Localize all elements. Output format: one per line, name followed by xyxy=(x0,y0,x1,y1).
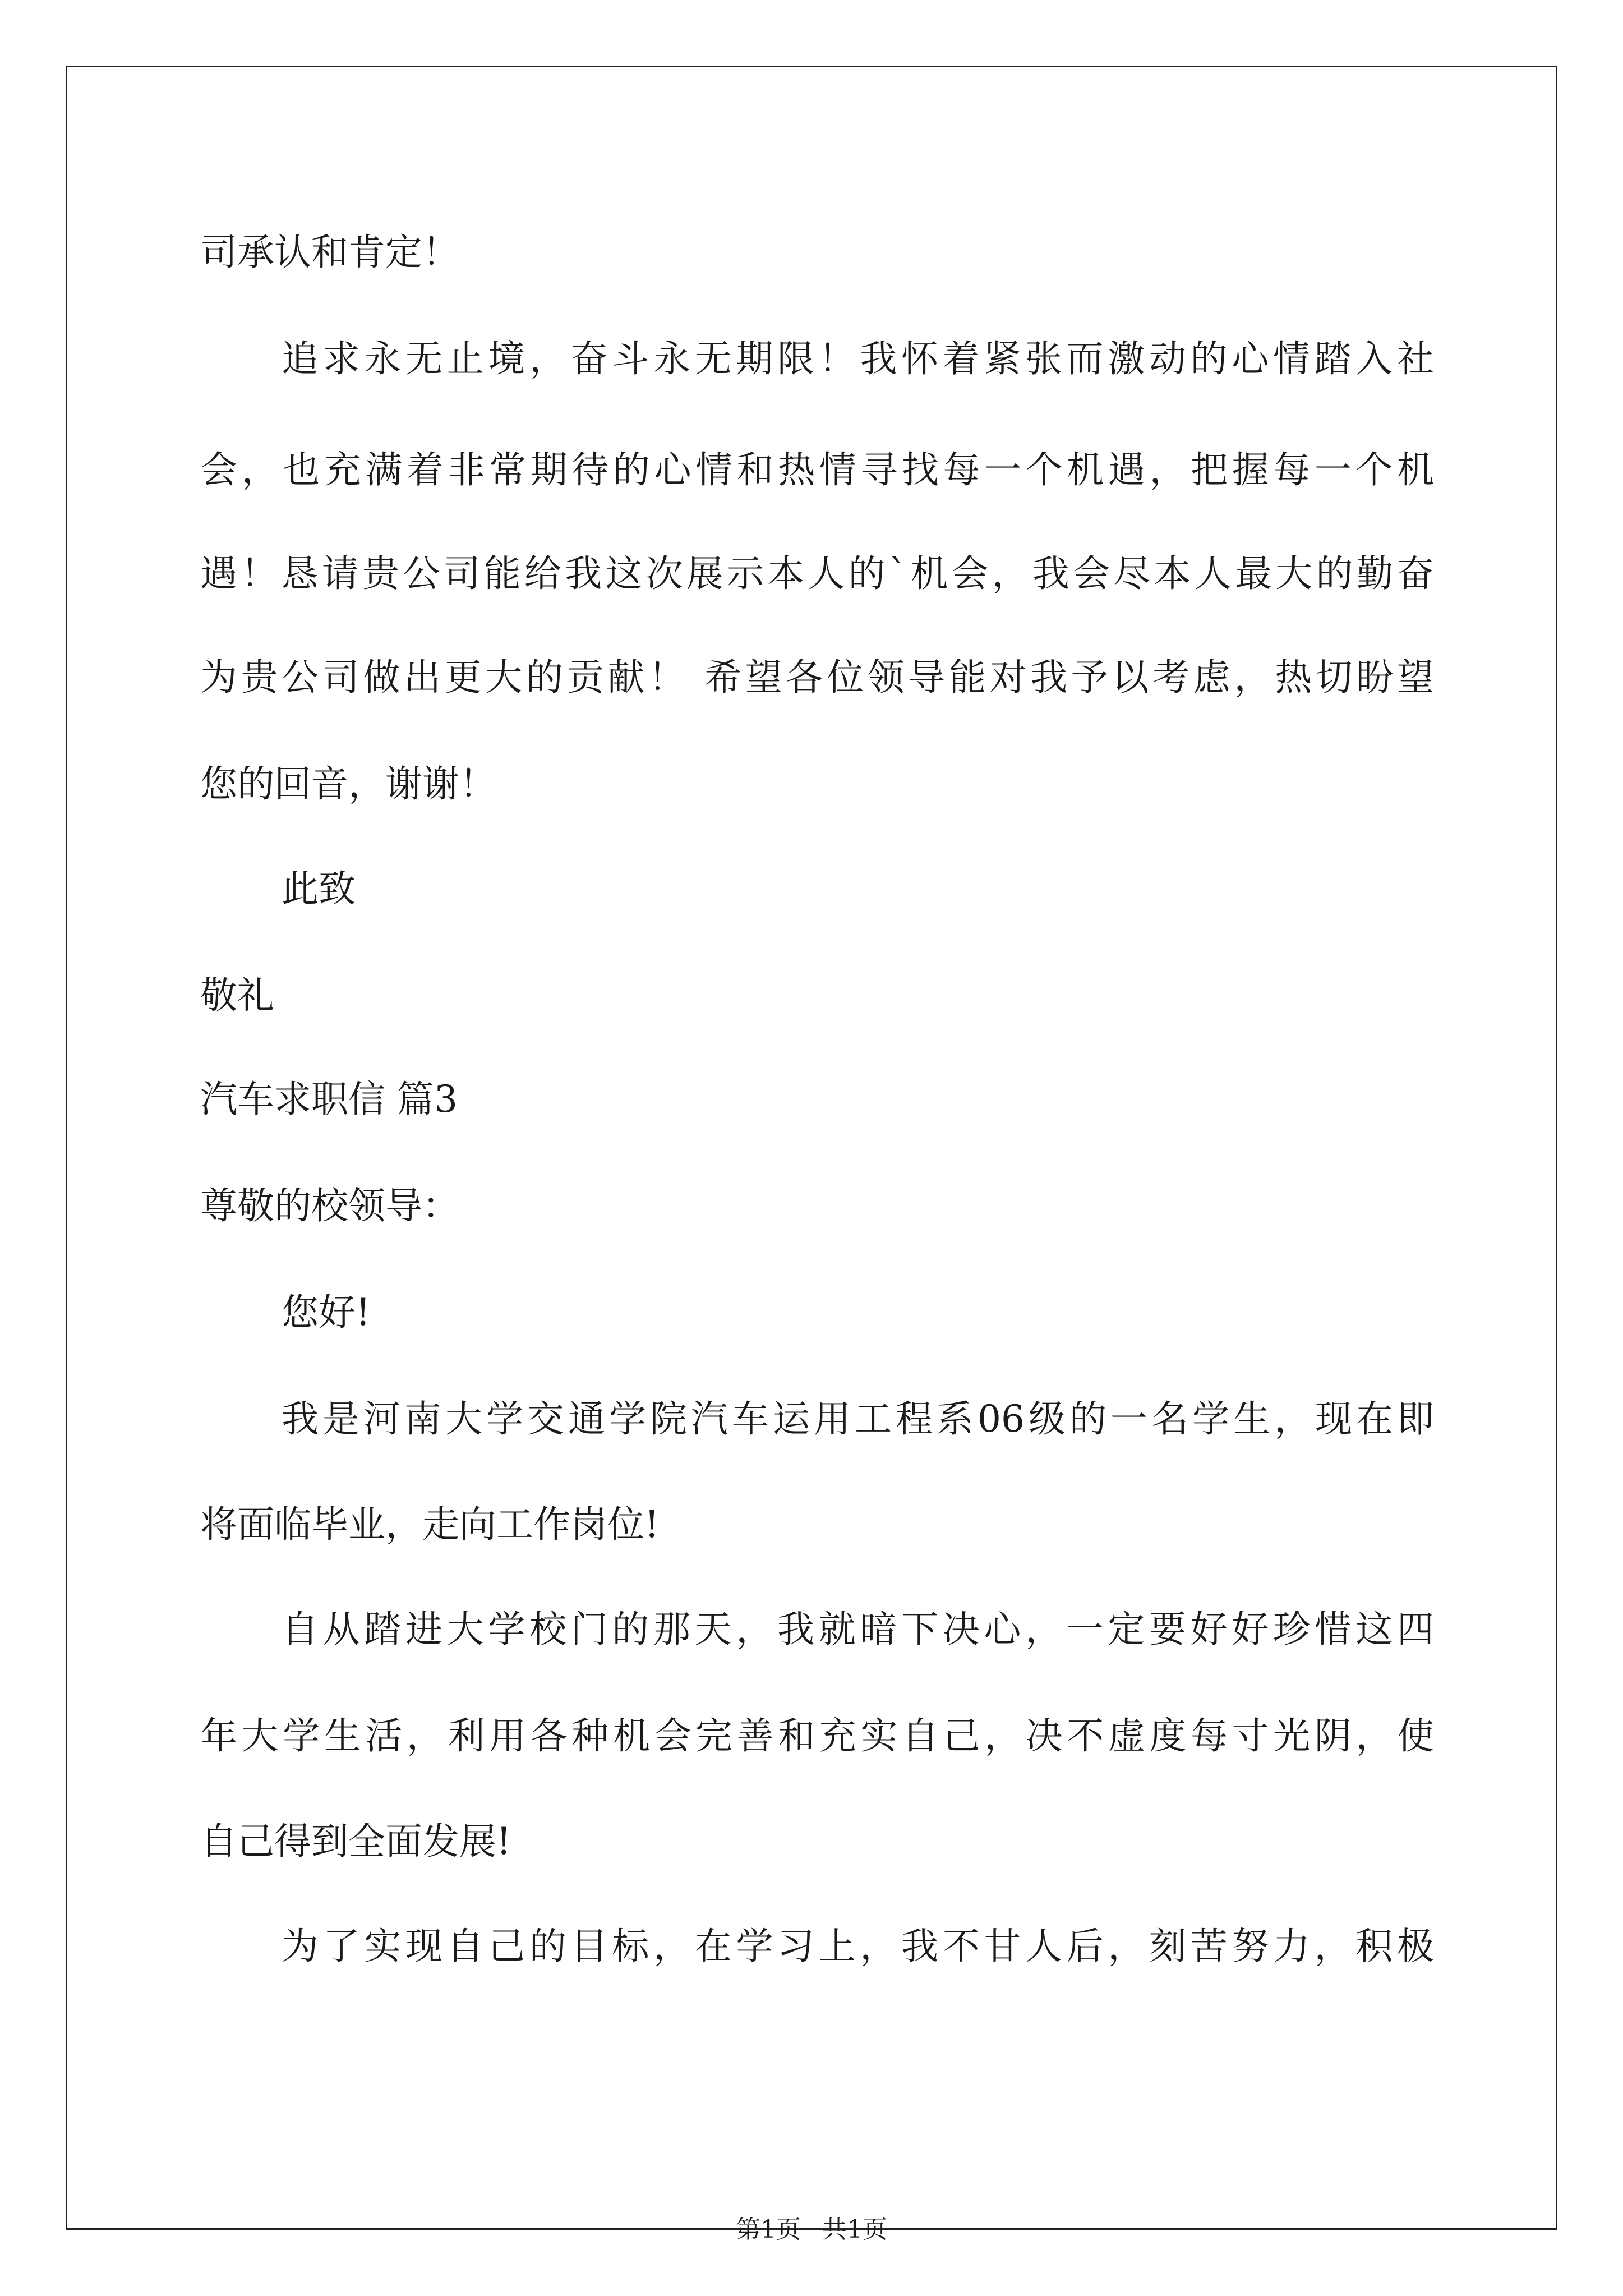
text-line: 自己得到全面发展! xyxy=(200,1820,511,1863)
section-heading: 汽车求职信 篇3 xyxy=(200,1078,458,1121)
greeting-line: 尊敬的校领导： xyxy=(200,1184,459,1227)
text-line: 司承认和肯定！ xyxy=(200,231,459,274)
greeting-line: 您好! xyxy=(282,1291,371,1334)
salutation-line: 敬礼 xyxy=(200,974,274,1017)
salutation-line: 此致 xyxy=(282,867,356,910)
text-line: 为了实现自己的目标，在学习上，我不甘人后，刻苦努力，积极 xyxy=(282,1925,1434,1968)
text-line: 会，也充满着非常期待的心情和热情寻找每一个机遇，把握每一个机 xyxy=(200,448,1434,491)
text-line: 您的回音，谢谢！ xyxy=(200,762,496,806)
text-line: 为贵公司做出更大的贡献！ 希望各位领导能对我予以考虑，热切盼望 xyxy=(200,656,1434,699)
text-line: 自从踏进大学校门的那天，我就暗下决心，一定要好好珍惜这四 xyxy=(282,1608,1434,1651)
page-border xyxy=(66,66,1557,2230)
text-line: 将面临毕业，走向工作岗位! xyxy=(200,1503,660,1546)
page-footer xyxy=(0,2213,1623,2247)
page-number: 第1页 xyxy=(736,2215,801,2244)
text-line: 我是河南大学交通学院汽车运用工程系06级的一名学生，现在即 xyxy=(282,1397,1434,1441)
text-line: 遇！恳请贵公司能给我这次展示本人的`机会，我会尽本人最大的勤奋 xyxy=(200,552,1434,595)
text-line: 追求永无止境，奋斗永无期限！我怀着紧张而激动的心情踏入社 xyxy=(282,337,1434,380)
text-line: 年大学生活，利用各种机会完善和充实自己，决不虚度每寸光阴，使 xyxy=(200,1714,1434,1757)
page-total: 共1页 xyxy=(822,2215,887,2244)
